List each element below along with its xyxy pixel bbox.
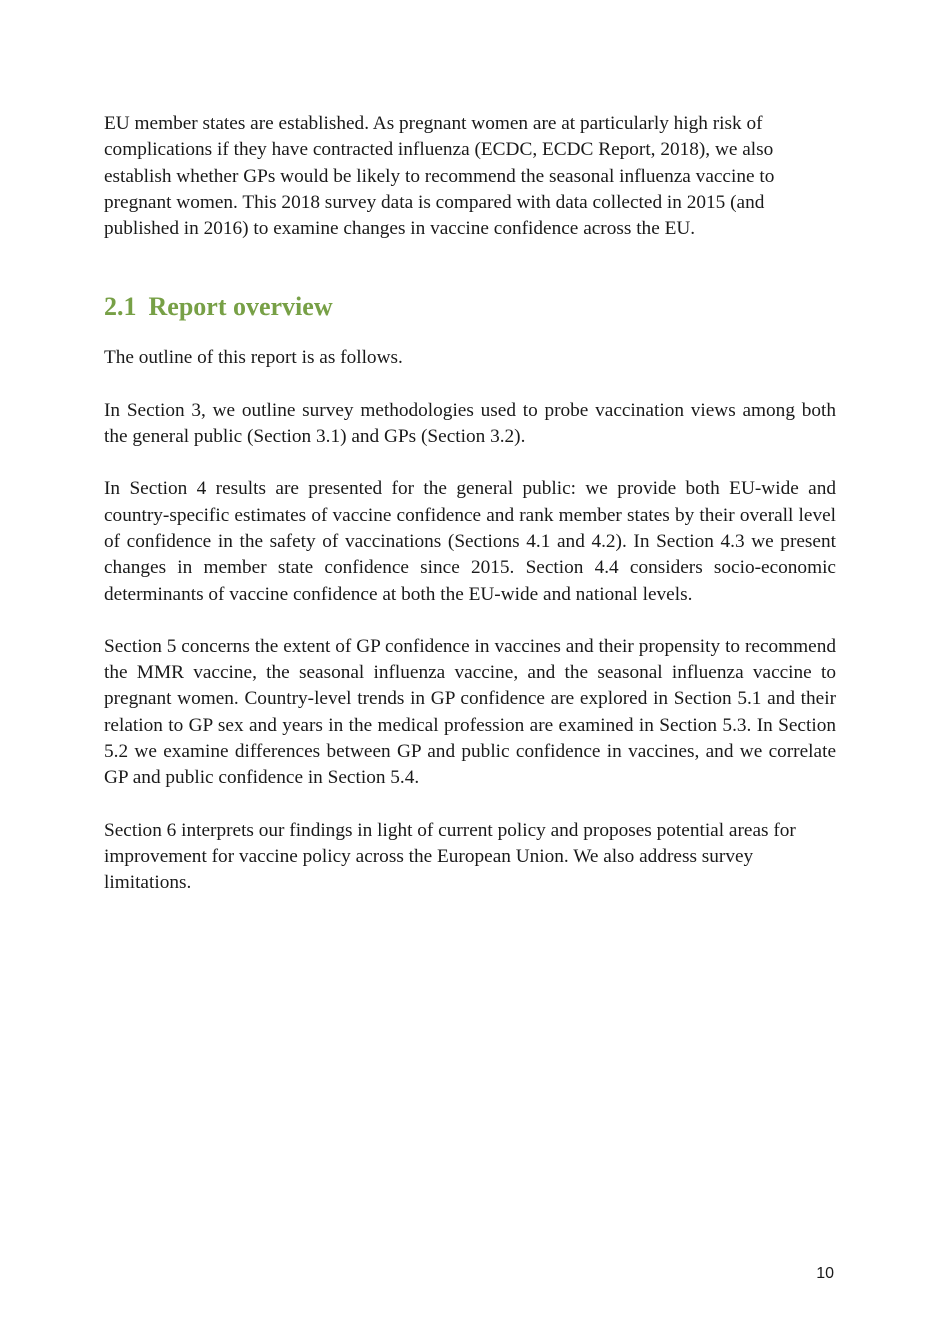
page-number: 10 (816, 1265, 834, 1282)
section-number: 2.1 (104, 292, 137, 322)
section-heading (104, 290, 836, 324)
section-title: Report overview (148, 292, 333, 322)
paragraph-section-5: Section 5 concerns the extent of GP confidence in vaccines and their propensity to recommend the MMR vaccine, the seasonal influenza vaccine, and the seasonal influenza vaccine to pregnant women. Country-level trends in GP confidence are explored in Section 5.1 and their relation to GP sex and years in the medical profession are examined in Section 5.3. In Section 5.2 we examine differences between GP and public confidence in vaccines, and we correlate GP and public confidence in Section 5.4. (104, 635, 836, 789)
intro-paragraph: EU member states are established. As pregnant women are at particularly high risk of complications if they have contracted influenza (ECDC, ECDC Report, 2018), we also establish whether GPs would be likely to recommend the seasonal influenza vaccine to pregnant women. This 2018 survey data is compared with data collected in 2015 (and published in 2016) to examine changes in vaccine confidence across the EU. (104, 113, 775, 240)
paragraph-section-4: In Section 4 results are presented for the general public: we provide both EU-wide and country-specific estimates of vaccine confidence and rank member states by their overall level of confidence in the safety of vaccinations (Sections 4.1 and 4.2). In Section 4.3 we present changes in member state confidence since 2015. Section 4.4 considers socio-economic determinants of vaccine confidence at both the EU-wide and national levels. (104, 478, 836, 605)
document-page (104, 111, 836, 897)
paragraph-section-3: In Section 3, we outline survey methodologies used to probe vaccination views among both the general public (Section 3.1) and GPs (Section 3.2). (104, 399, 836, 448)
paragraph-outline: The outline of this report is as follows. (104, 347, 403, 369)
paragraph-section-6: Section 6 interprets our findings in light of current policy and proposes potential areas for improvement for vaccine policy across the European Union. We also address survey limitations. (104, 819, 796, 894)
